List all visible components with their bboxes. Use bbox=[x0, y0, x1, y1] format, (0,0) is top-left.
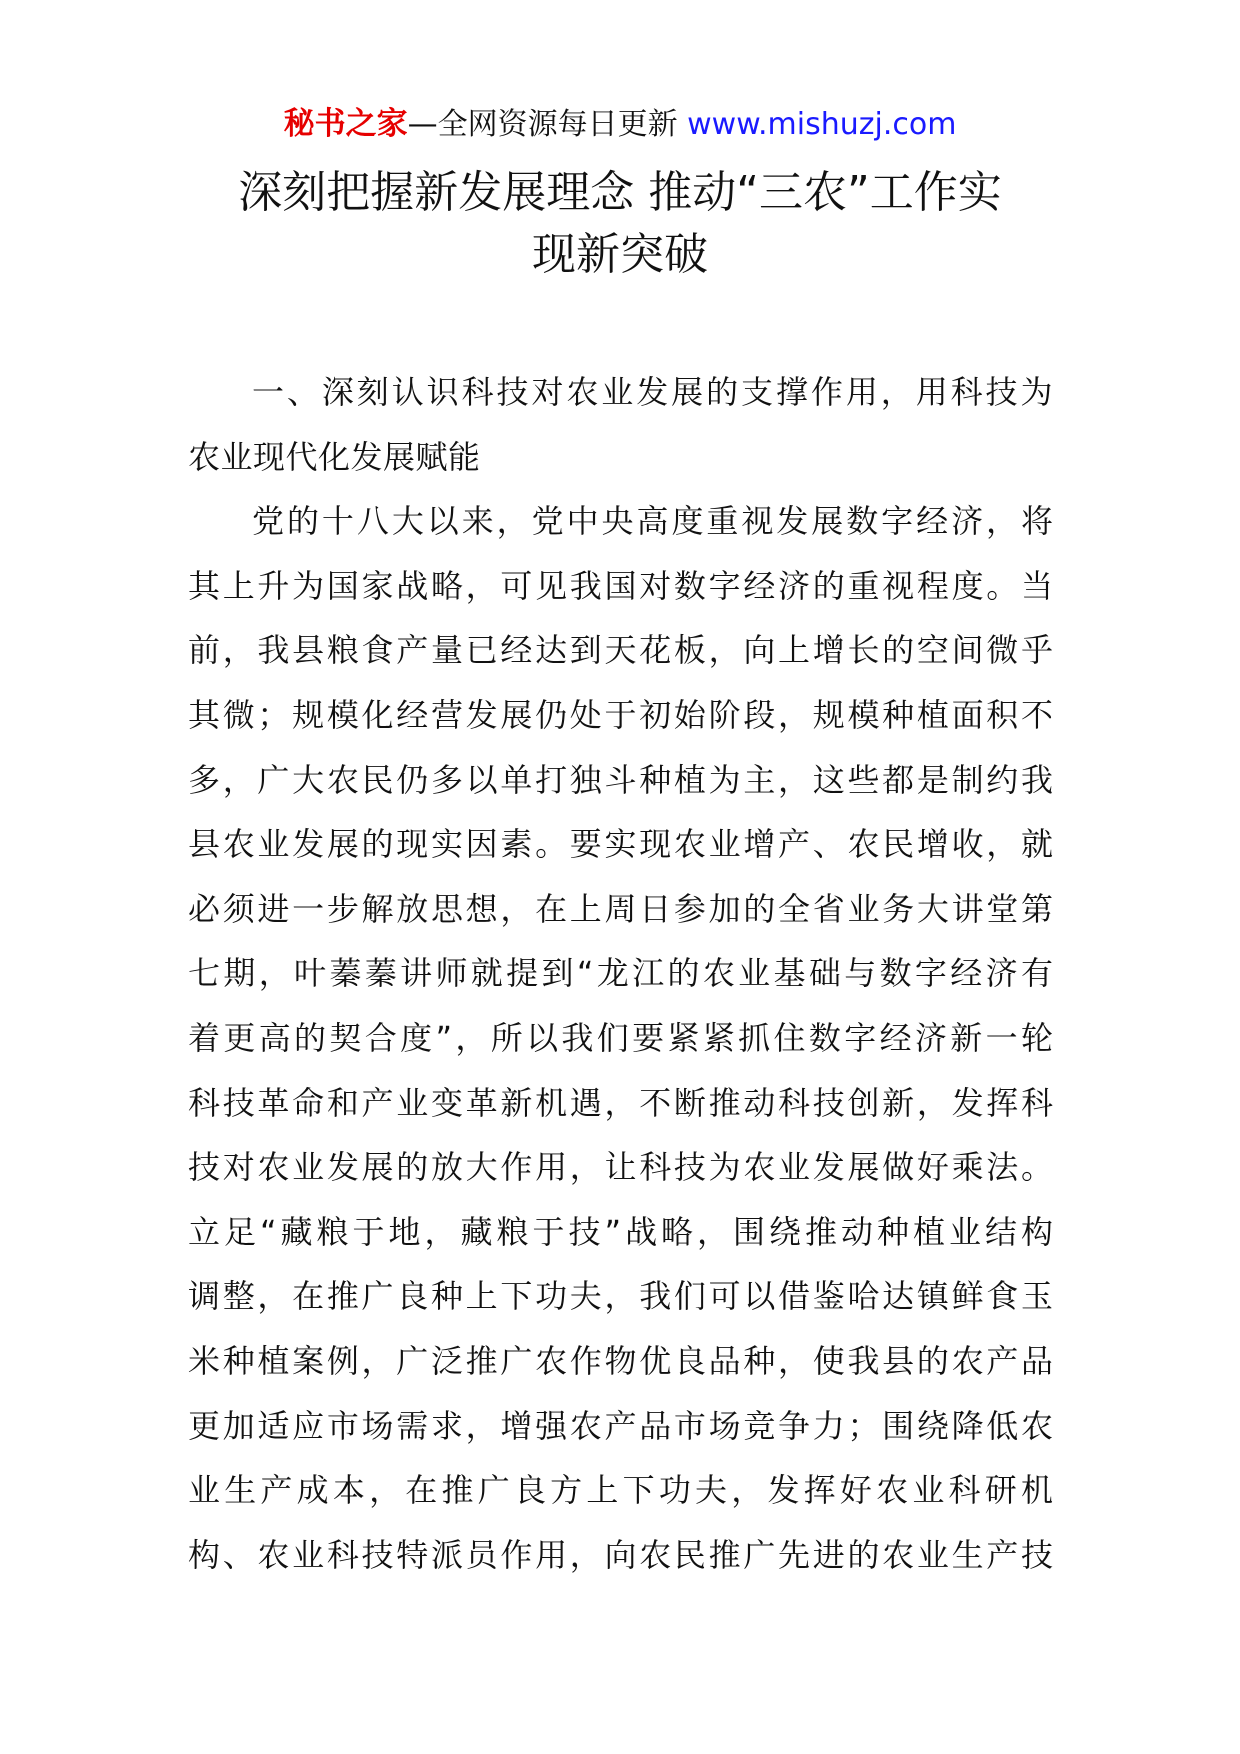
paragraph-line: 米种植案例，广泛推广农作物优良品种，使我县的农产品 bbox=[188, 1341, 1053, 1380]
paragraph-line: 多，广大农民仍多以单打独斗种植为主，这些都是制约我 bbox=[188, 760, 1053, 799]
paragraph-line: 技对农业发展的放大作用，让科技为农业发展做好乘法。 bbox=[188, 1148, 1053, 1187]
paragraph-line: 必须进一步解放思想，在上周日参加的全省业务大讲堂第 bbox=[188, 889, 1053, 928]
paragraph-line: 构、农业科技特派员作用，向农民推广先进的农业生产技 bbox=[188, 1535, 1053, 1574]
document-title bbox=[180, 162, 1060, 286]
paragraph-line: 更加适应市场需求，增强农产品市场竞争力；围绕降低农 bbox=[188, 1406, 1053, 1445]
paragraph-line: 县农业发展的现实因素。要实现农业增产、农民增收，就 bbox=[188, 825, 1053, 864]
section-heading bbox=[188, 360, 1053, 489]
paragraph-line: 其上升为国家战略，可见我国对数字经济的重视程度。当 bbox=[188, 566, 1053, 605]
paragraph-line: 七期，叶蓁蓁讲师就提到“龙江的农业基础与数字经济有 bbox=[188, 954, 1053, 993]
paragraph-line: 前，我县粮食产量已经达到天花板，向上增长的空间微乎 bbox=[188, 631, 1053, 670]
paragraph-line: 立足“藏粮于地，藏粮于技”战略，围绕推动种植业结构 bbox=[188, 1212, 1053, 1251]
paragraph bbox=[188, 489, 1053, 1587]
site-url[interactable]: www.mishuzj.com bbox=[687, 107, 957, 142]
paragraph-line: 科技革命和产业变革新机遇，不断推动科技创新，发挥科 bbox=[188, 1083, 1053, 1122]
title-line: 现新突破 bbox=[532, 229, 708, 280]
title-line: 深刻把握新发展理念 推动“三农”工作实 bbox=[238, 167, 1002, 218]
paragraph-line: 业生产成本，在推广良方上下功夫，发挥好农业科研机 bbox=[188, 1471, 1053, 1510]
paragraph-line: 调整，在推广良种上下功夫，我们可以借鉴哈达镇鲜食玉 bbox=[188, 1277, 1053, 1316]
paragraph-line: 其微；规模化经营发展仍处于初始阶段，规模种植面积不 bbox=[188, 695, 1053, 734]
paragraph-line: 着更高的契合度”，所以我们要紧紧抓住数字经济新一轮 bbox=[188, 1018, 1053, 1057]
document-body bbox=[188, 360, 1053, 1587]
brand-tagline: —全网资源每日更新 bbox=[407, 107, 688, 142]
heading-line: 一、深刻认识科技对农业发展的支撑作用，用科技为 bbox=[252, 373, 1053, 411]
heading-line: 农业现代化发展赋能 bbox=[188, 437, 481, 476]
brand-name: 秘书之家 bbox=[283, 106, 408, 142]
header-banner bbox=[0, 100, 1240, 149]
paragraph-line: 党的十八大以来，党中央高度重视发展数字经济，将 bbox=[252, 502, 1053, 541]
